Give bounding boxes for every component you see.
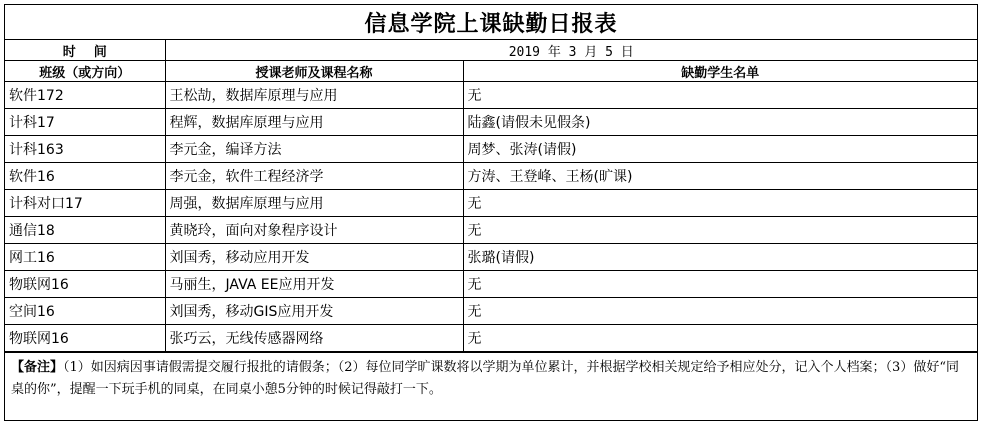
header-absent-students: 缺勤学生名单 [463,61,977,82]
table-row [5,163,977,190]
table-row [5,244,977,271]
report-title: 信息学院上课缺勤日报表 [5,5,977,40]
teacher-course-cell: 张巧云，无线传感器网络 [165,325,463,352]
teacher-course-cell: 王松劼，数据库原理与应用 [165,82,463,109]
table-row [5,298,977,325]
table-row [5,109,977,136]
teacher-course-cell: 李元金，软件工程经济学 [165,163,463,190]
class-cell: 物联网16 [5,325,165,352]
teacher-course-cell: 刘国秀，移动GIS应用开发 [165,298,463,325]
class-cell: 计科对口17 [5,190,165,217]
table-row [5,271,977,298]
absent-cell: 无 [463,325,977,352]
teacher-course-cell: 程辉，数据库原理与应用 [165,109,463,136]
class-cell: 物联网16 [5,271,165,298]
table-row [5,190,977,217]
absent-cell: 方涛、王登峰、王杨(旷课) [463,163,977,190]
absent-cell: 张璐(请假) [463,244,977,271]
table-row [5,325,977,352]
remarks-section [5,352,977,420]
teacher-course-cell: 周强，数据库原理与应用 [165,190,463,217]
class-cell: 网工16 [5,244,165,271]
teacher-course-cell: 黄晓玲，面向对象程序设计 [165,217,463,244]
class-cell: 计科17 [5,109,165,136]
class-cell: 空间16 [5,298,165,325]
date-row [5,40,977,61]
absent-cell: 周梦、张涛(请假) [463,136,977,163]
table-row [5,136,977,163]
absent-cell: 无 [463,271,977,298]
absent-cell: 无 [463,298,977,325]
attendance-report-sheet [4,4,978,421]
class-cell: 软件16 [5,163,165,190]
table-row [5,82,977,109]
attendance-table [5,40,977,352]
report-date: 2019 年 3 月 5 日 [165,40,977,61]
teacher-course-cell: 马丽生，JAVA EE应用开发 [165,271,463,298]
header-class: 班级（或方向） [5,61,165,82]
teacher-course-cell: 李元金，编译方法 [165,136,463,163]
teacher-course-cell: 刘国秀，移动应用开发 [165,244,463,271]
time-label: 时 间 [5,40,165,61]
remarks-tag: 【备注】 [11,360,64,375]
header-teacher-course: 授课老师及课程名称 [165,61,463,82]
absent-cell: 无 [463,217,977,244]
absent-cell: 无 [463,190,977,217]
class-cell: 软件172 [5,82,165,109]
absent-cell: 陆鑫(请假未见假条) [463,109,977,136]
absent-cell: 无 [463,82,977,109]
class-cell: 通信18 [5,217,165,244]
column-header-row [5,61,977,82]
class-cell: 计科163 [5,136,165,163]
remarks-text: （1）如因病因事请假需提交履行报批的请假条；（2）每位同学旷课数将以学期为单位累计，并根据学校相关规定给予相应处分，记入个人档案；（3）做好“同桌的你”，提醒一下玩手机的同桌，在同桌小憩5分钟的时候记得敲打一下。 [11,360,959,397]
table-row [5,217,977,244]
